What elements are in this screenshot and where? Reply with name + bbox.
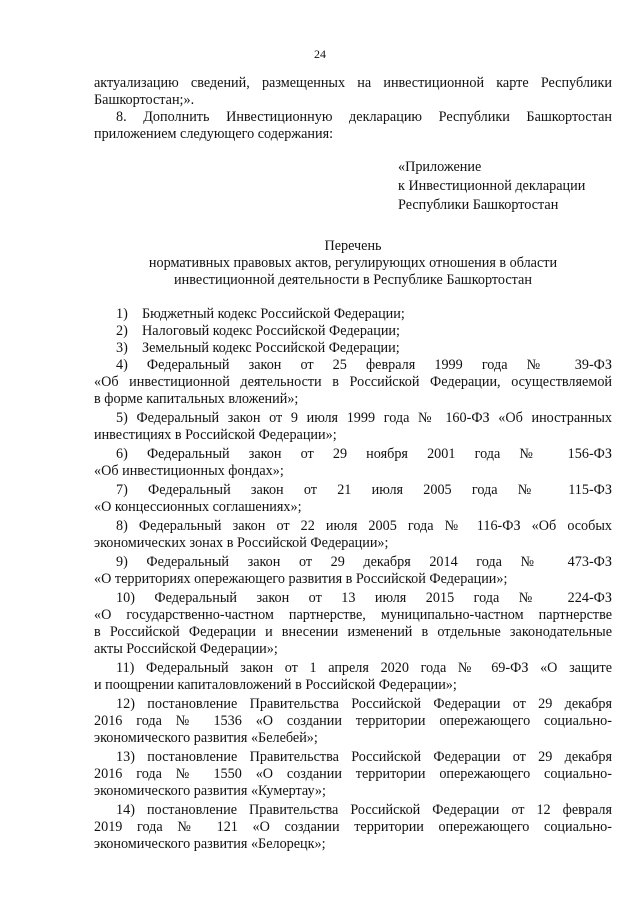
list-item-first-line: 14) постановление Правительства Российской Федерации от 12 февраля (116, 802, 612, 818)
list-item (94, 590, 612, 658)
list-item-first-line: 8) Федеральный закон от 22 июля 2005 года № 116-ФЗ «Об особых (116, 518, 612, 534)
intro-line: актуализацию сведений, размещенных на инвестиционной карте Республики (94, 75, 612, 91)
list-item-line: «Об инвестиционной деятельности в Российской Федерации, осуществляемой (94, 374, 612, 390)
list-item-first-line: 9) Федеральный закон от 29 декабря 2014 года № 473-ФЗ (116, 554, 612, 570)
list-item-line: в форме капитальных вложений»; (94, 391, 299, 407)
list-item (94, 749, 612, 800)
title-line: инвестиционной деятельности в Республике Башкортостан (174, 272, 532, 288)
appendix-line: к Инвестиционной декларации (398, 178, 586, 194)
list-item-line: экономического развития «Белебей»; (94, 730, 318, 746)
list-item-first-line: 6) Федеральный закон от 29 ноября 2001 года № 156-ФЗ (116, 446, 612, 462)
list-item-first-line: 7) Федеральный закон от 21 июля 2005 года № 115-ФЗ (116, 482, 612, 498)
list-item (94, 446, 612, 480)
list-item-first-line: 10) Федеральный закон от 13 июля 2015 года № 224-ФЗ (116, 590, 612, 606)
intro-paragraph (94, 75, 612, 143)
list-item-line: «О территориях опережающего развития в Российской Федерации»; (94, 571, 508, 587)
list-item (94, 518, 612, 552)
appendix-line: Республики Башкортостан (398, 197, 559, 213)
intro-line: Башкортостан;». (94, 92, 195, 108)
list-item-first-line: 12) постановление Правительства Российской Федерации от 29 декабря (116, 696, 612, 712)
list-item-first-line: 13) постановление Правительства Российской Федерации от 29 декабря (116, 749, 612, 765)
list-item-line: «Об инвестиционных фондах»; (94, 463, 284, 479)
list-item-line: в Российской Федерации и внесении изменений в отдельные законодательные (94, 624, 612, 640)
list-item-line: 2019 года № 121 «О создании территории опережающего социально- (94, 819, 612, 835)
list-item-first-line: 11) Федеральный закон от 1 апреля 2020 года № 69-ФЗ «О защите (116, 660, 612, 676)
list-item-line: акты Российской Федерации»; (94, 641, 278, 657)
list-item (94, 482, 612, 516)
list-item-line: экономического развития «Белорецк»; (94, 836, 326, 852)
list-item-line: и поощрении капиталовложений в Российской Федерации»; (94, 677, 457, 693)
list-item-line: 2016 года № 1536 «О создании территории опережающего социально- (94, 713, 612, 729)
acts-list (94, 306, 612, 855)
page-number: 24 (314, 47, 326, 61)
list-item-first-line: 2) Налоговый кодекс Российской Федерации; (116, 323, 400, 339)
list-item (94, 306, 612, 323)
appendix-line: «Приложение (398, 159, 482, 175)
list-item-line: «О государственно-частном партнерстве, муниципально-частном партнерстве (94, 607, 612, 623)
title-line: нормативных правовых актов, регулирующих отношения в области (148, 255, 558, 271)
title-line: Перечень (324, 238, 382, 254)
list-item-line: 2016 года № 1550 «О создании территории опережающего социально- (94, 766, 612, 782)
appendix-header (398, 158, 585, 215)
list-item-line: экономического развития «Кумертау»; (94, 783, 326, 799)
list-item (94, 802, 612, 853)
document-title (94, 238, 612, 289)
list-item (94, 554, 612, 588)
list-item-line: «О концессионных соглашениях»; (94, 499, 302, 515)
list-item-first-line: 4) Федеральный закон от 25 февраля 1999 года № 39-ФЗ (116, 357, 612, 373)
list-item-first-line: 5) Федеральный закон от 9 июля 1999 года № 160-ФЗ «Об иностранных (116, 410, 612, 426)
list-item-first-line: 1) Бюджетный кодекс Российской Федерации; (116, 306, 405, 322)
list-item-first-line: 3) Земельный кодекс Российской Федерации; (116, 340, 400, 356)
list-item (94, 357, 612, 408)
list-item (94, 696, 612, 747)
intro-line: приложением следующего содержания: (94, 126, 334, 142)
list-item (94, 340, 612, 357)
list-item (94, 660, 612, 694)
list-item (94, 323, 612, 340)
intro-line: 8. Дополнить Инвестиционную декларацию Республики Башкортостан (116, 109, 612, 125)
list-item-line: инвестициях в Российской Федерации»; (94, 427, 337, 443)
list-item (94, 410, 612, 444)
list-item-line: экономических зонах в Российской Федерации»; (94, 535, 389, 551)
